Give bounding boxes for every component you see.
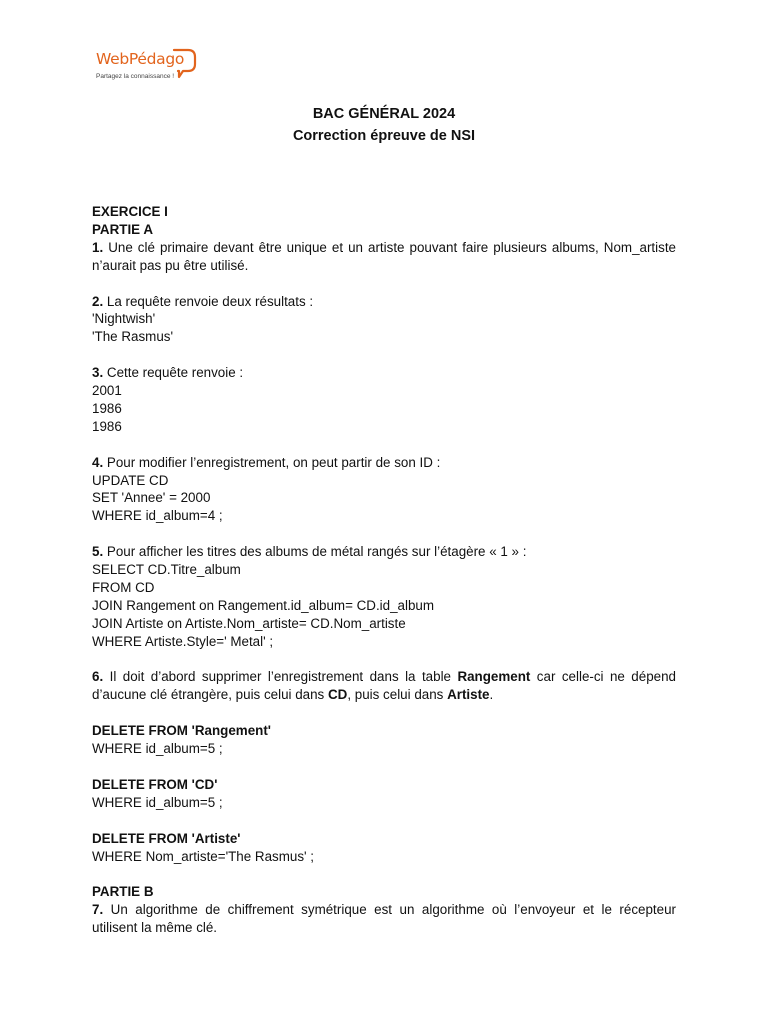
document-body (92, 203, 676, 937)
sql-line: JOIN Artiste on Artiste.Nom_artiste= CD.Nom_artiste (92, 615, 406, 631)
sql-line: WHERE Artiste.Style=' Metal' ; (92, 633, 274, 649)
delete-rangement-command: DELETE FROM 'Rangement' (92, 723, 271, 739)
answer-line: 2001 (92, 383, 122, 399)
sql-line: JOIN Rangement on Rangement.id_album= CD.id_album (92, 597, 435, 613)
sql-line: WHERE id_album=5 ; (92, 794, 223, 810)
sql-line: WHERE id_album=5 ; (92, 741, 223, 757)
sql-line: UPDATE CD (92, 472, 169, 488)
answer-line: 'Nightwish' (92, 311, 156, 327)
delete-cd-command: DELETE FROM 'CD' (92, 776, 218, 792)
webpedago-logo (92, 44, 212, 90)
logo-name: WebPédago (96, 50, 185, 68)
sql-line: WHERE id_album=4 ; (92, 508, 223, 524)
sql-line: SET 'Annee' = 2000 (92, 490, 211, 506)
question-2: 2. La requête renvoie deux résultats : (92, 293, 314, 309)
document-subtitle: Correction épreuve de NSI (292, 128, 476, 144)
logo-tagline: Partagez la connaissance ! (96, 73, 175, 80)
question-4: 4. Pour modifier l’enregistrement, on peut partir de son ID : (92, 454, 441, 470)
question-6: 6. Il doit d’abord supprimer l’enregistrement dans la table Rangement car celle-ci ne dépend d’aucune clé étrangère, puis celui dans CD, puis celui dans Artiste. (92, 669, 676, 703)
document-title: BAC GÉNÉRAL 2024 (312, 106, 456, 122)
part-b-heading: PARTIE B (92, 884, 154, 900)
delete-artiste-command: DELETE FROM 'Artiste' (92, 830, 241, 846)
answer-line: 1986 (92, 400, 122, 416)
sql-line: FROM CD (92, 579, 155, 595)
sql-line: WHERE Nom_artiste='The Rasmus' ; (92, 848, 315, 864)
question-1: 1. Une clé primaire devant être unique et un artiste pouvant faire plusieurs albums, Nom_artiste n’aurait pas pu être utilisé. (92, 239, 676, 273)
question-3: 3. Cette requête renvoie : (92, 365, 244, 381)
answer-line: 1986 (92, 418, 122, 434)
part-a-heading: PARTIE A (92, 221, 154, 237)
exercise-heading: EXERCICE I (92, 204, 168, 219)
answer-line: 'The Rasmus' (92, 329, 174, 345)
question-5: 5. Pour afficher les titres des albums de métal rangés sur l’étagère « 1 » : (92, 544, 527, 560)
question-7: 7. Un algorithme de chiffrement symétrique est un algorithme où l’envoyeur et le récepteur utilisent la même clé. (92, 902, 676, 936)
sql-line: SELECT CD.Titre_album (92, 562, 241, 578)
